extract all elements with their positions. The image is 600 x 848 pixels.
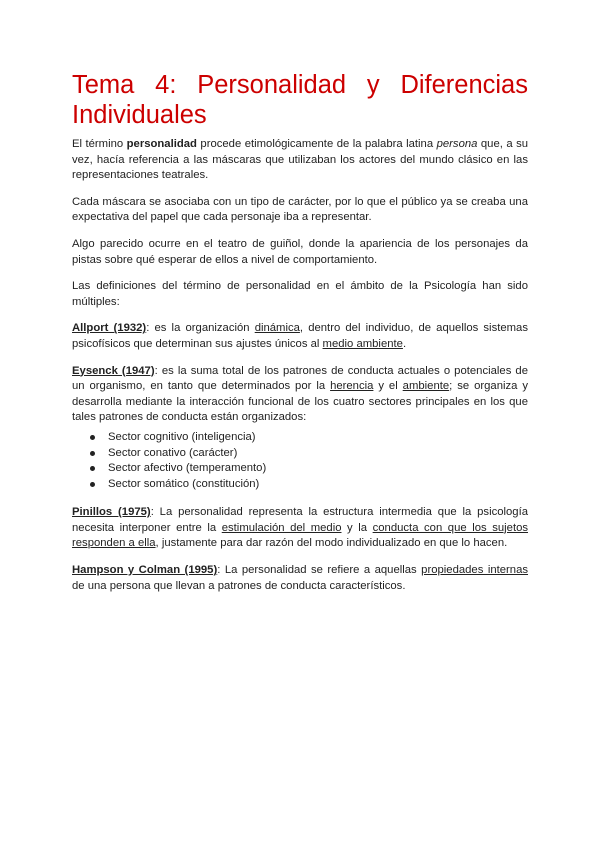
bullet-icon [90, 435, 95, 440]
text: El término [72, 138, 127, 150]
text: , justamente para dar razón del modo individualizado en que lo hacen. [155, 537, 508, 550]
list-item-text: Sector afectivo (temperamento) [108, 462, 267, 475]
text: . [402, 337, 407, 350]
list-item-text: Sector cognitivo (inteligencia) [108, 430, 256, 443]
author-allport: Allport (1932) [72, 322, 147, 335]
list-item-text: Sector conativo (carácter) [108, 446, 238, 459]
definition-pinillos [72, 505, 528, 552]
text: , dentro del individuo, de aquellos sistemas psicofísicos que determinan sus ajustes únicos al [72, 322, 528, 350]
text: : es la organización [146, 322, 255, 335]
author-eysenck: Eysenck (1947) [72, 364, 155, 377]
underlined-term: medio ambiente [322, 337, 403, 350]
list-item-text: Sector somático (constitución) [108, 477, 260, 490]
list-item [108, 430, 528, 446]
bold-term: personalidad [126, 138, 197, 150]
document-title: Tema 4: Personalidad y Diferencias Individuales [72, 71, 528, 129]
paragraph-etymology [72, 137, 528, 184]
author-hampson-colman: Hampson y Colman (1995) [72, 564, 218, 577]
text: y la [341, 521, 373, 534]
text: : es la suma total de los patrones de conducta actuales o potenciales de un organismo, en tanto que determinados por la [72, 364, 528, 393]
underlined-term: herencia [330, 380, 374, 393]
underlined-term: dinámica [254, 322, 300, 335]
paragraph-guinol: Algo parecido ocurre en el teatro de guiñol, donde la apariencia de los personajes da pistas sobre qué esperar de ellos a nivel de comportamiento. [72, 237, 528, 266]
list-item [108, 446, 528, 462]
bullet-icon [90, 466, 95, 471]
list-item [108, 477, 528, 493]
text: procede etimológicamente de la palabra latina [196, 138, 437, 150]
definition-allport [72, 321, 528, 352]
bullet-icon [90, 482, 95, 487]
text: : La personalidad representa la estructura intermedia que la psicología necesita interponer entre la [72, 506, 529, 534]
underlined-term: ambiente [402, 380, 450, 393]
underlined-term: conducta con que los sujetos responden a ella [72, 521, 529, 550]
definition-eysenck [72, 364, 528, 426]
list-item [108, 461, 528, 477]
author-pinillos: Pinillos (1975) [72, 506, 151, 519]
definition-hampson-colman [72, 563, 528, 594]
text: : La personalidad se refiere a aquellas [217, 564, 422, 577]
underlined-term: estimulación del medio [221, 521, 342, 534]
document-page [72, 0, 528, 594]
underlined-term: propiedades internas [421, 564, 529, 577]
paragraph-masks: Cada máscara se asociaba con un tipo de carácter, por lo que el público ya se creaba una expectativa del papel que cada personaje iba a representar. [72, 195, 528, 224]
italic-term: persona [436, 138, 478, 150]
text: y el [373, 380, 403, 393]
paragraph-definitions-intro: Las definiciones del término de personalidad en el ámbito de la Psicología han sido múltiples: [72, 280, 528, 308]
bullet-icon [90, 451, 95, 456]
text: que, a su vez, hacía referencia a las máscaras que utilizaban los actores del mundo clásico en las representaciones teatrales. [72, 138, 528, 182]
text: de una persona que llevan a patrones de conducta característicos. [72, 579, 406, 592]
text: ; se organiza y desarrolla mediante la interacción funcional de los cuatro sectores principales en los que tales patrones de conducta están organizados: [72, 380, 529, 424]
sector-list [72, 430, 528, 492]
